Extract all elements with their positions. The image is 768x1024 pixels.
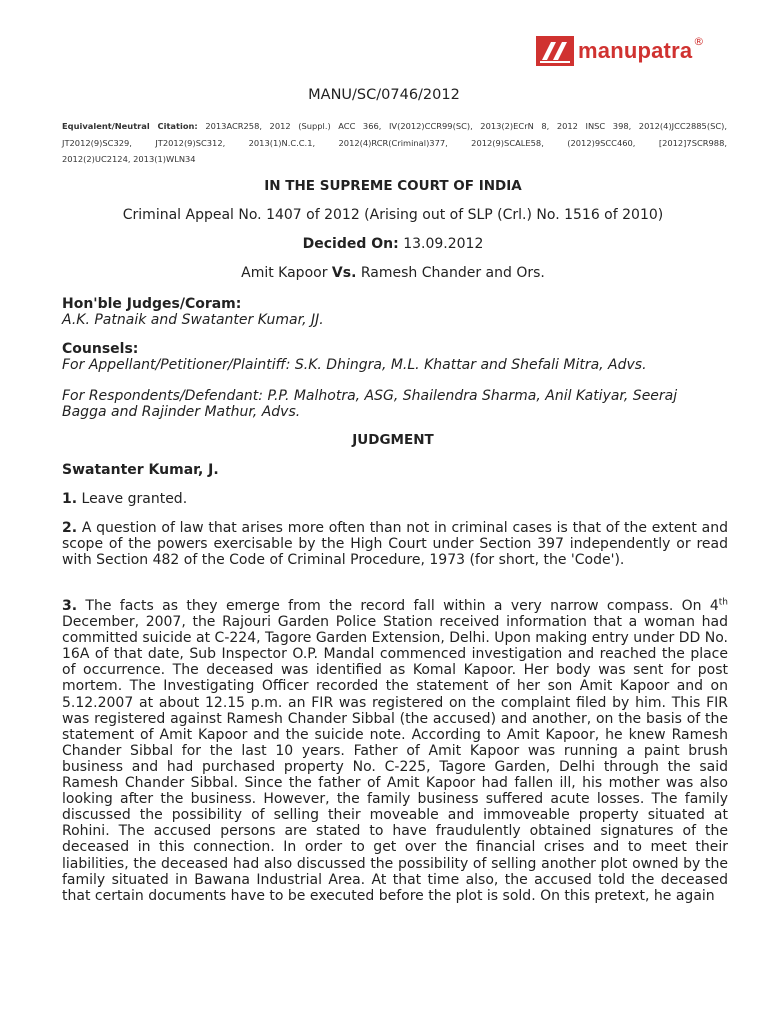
- judges-names: A.K. Patnaik and Swatanter Kumar, JJ.: [62, 312, 324, 328]
- ordinal-suffix: th: [718, 597, 728, 608]
- counsel-respondent-line-1: For Respondents/Defendant: P.P. Malhotra, ASG, Shailendra Sharma, Anil Katiyar, Seeraj: [62, 388, 678, 404]
- manupatra-logo: [536, 36, 704, 66]
- document-number: MANU/SC/0746/2012: [308, 87, 460, 103]
- citation-line-1: [62, 118, 727, 135]
- manupatra-logo-icon: [536, 36, 574, 66]
- judgment-heading: JUDGMENT: [352, 432, 434, 448]
- paragraph-text: Leave granted.: [81, 491, 188, 507]
- party-respondent: Ramesh Chander and Ors.: [360, 265, 545, 281]
- decided-on: [0, 236, 768, 252]
- counsel-appellant: For Appellant/Petitioner/Plaintiff: S.K. Dhingra, M.L. Khattar and Shefali Mitra, Advs.: [62, 357, 647, 373]
- counsel-respondent-line-2: Bagga and Rajinder Mathur, Advs.: [62, 404, 301, 420]
- versus-label: Vs.: [331, 265, 357, 281]
- paragraph-number: 1.: [62, 491, 78, 507]
- registered-mark: ®: [693, 34, 705, 48]
- paragraph-text: A question of law that arises more often than not in criminal cases is that of the extent and scope of the powers exercisable by the High Court under Section 397 independently or read with Section 482 of the Code of Criminal Procedure, 1973 (for short, the 'Code').: [62, 520, 728, 569]
- paragraph-3: [62, 598, 728, 904]
- paragraph-1: [62, 491, 728, 507]
- judges-label: Hon'ble Judges/Coram:: [62, 296, 242, 312]
- party-appellant: Amit Kapoor: [241, 265, 328, 281]
- judgment-author: [62, 462, 728, 478]
- paragraph-text-rest: December, 2007, the Rajouri Garden Police Station received information that a woman had committed suicide at C-224, Tagore Garden Extension, Delhi. Upon making entry under DD No. 16A of that date, Sub Inspector O.P. Mandal commenced investigation and reached the place of occurrence. The deceased was identified as Komal Kapoor. Her body was sent for post mortem. The Investigating Officer recorded the statement of her son Amit Kapoor and on 5.12.2007 at about 12.15 p.m. an FIR was registered on the complaint filed by him. This FIR was registered against Ramesh Chander Sibbal (the accused) and another, on the basis of the statement of Amit Kapoor and the suicide note. According to Amit Kapoor, he knew Ramesh Chander Sibbal for the last 10 years. Father of Amit Kapoor was running a paint brush business and had purchased property No. C-225, Tagore Garden, Delhi through the said Ramesh Chander Sibbal. Since the father of Amit Kapoor had fallen ill, his mother was also looking after the business. However, the family business suffered acute losses. The family discussed the possibility of selling their moveable and immoveable property situated at Rohini. The accused persons are stated to have fraudulently obtained signatures of the deceased in this connection. In order to get over the financial crises and to meet their liabilities, the deceased had also discussed the possibility of selling another plot owned by the family situated in Bawana Industrial Area. At that time also, the accused told the deceased that certain documents have to be executed before the plot is sold. On this pretext, he again: [62, 614, 728, 904]
- counsel-respondent: [62, 388, 728, 420]
- court-name: IN THE SUPREME COURT OF INDIA: [264, 178, 522, 194]
- counsels-section: [62, 341, 728, 373]
- citation-line-2: JT2012(9)SC329, JT2012(9)SC312, 2013(1)N.C.C.1, 2012(4)RCR(Criminal)377, 2012(9)SCALE58, (2012)9SCC460, [2012]7SCR988,: [62, 138, 727, 148]
- counsels-label: Counsels:: [62, 341, 139, 357]
- citation-line-3: 2012(2)UC2124, 2013(1)WLN34: [62, 154, 196, 164]
- case-parties: [0, 265, 768, 281]
- author-name: Swatanter Kumar, J.: [62, 462, 219, 478]
- paragraph-2: [62, 520, 728, 568]
- paragraph-number: 3.: [62, 598, 78, 614]
- logo-wordmark: manupatra: [578, 38, 693, 63]
- paragraph-text-start: The facts as they emerge from the record fall within a very narrow compass. On 4: [85, 598, 719, 614]
- citation-text-1: 2013ACR258, 2012 (Suppl.) ACC 366, IV(2012)CCR99(SC), 2013(2)ECrN 8, 2012 INSC 398, 2012(4)JCC2885(SC),: [205, 121, 727, 131]
- decided-label: Decided On:: [302, 236, 399, 252]
- appeal-number: Criminal Appeal No. 1407 of 2012 (Arising out of SLP (Crl.) No. 1516 of 2010): [122, 207, 664, 223]
- decided-date: 13.09.2012: [403, 236, 484, 252]
- paragraph-number: 2.: [62, 520, 78, 536]
- judges-section: [62, 296, 728, 328]
- citation-label: Equivalent/Neutral Citation:: [62, 121, 198, 131]
